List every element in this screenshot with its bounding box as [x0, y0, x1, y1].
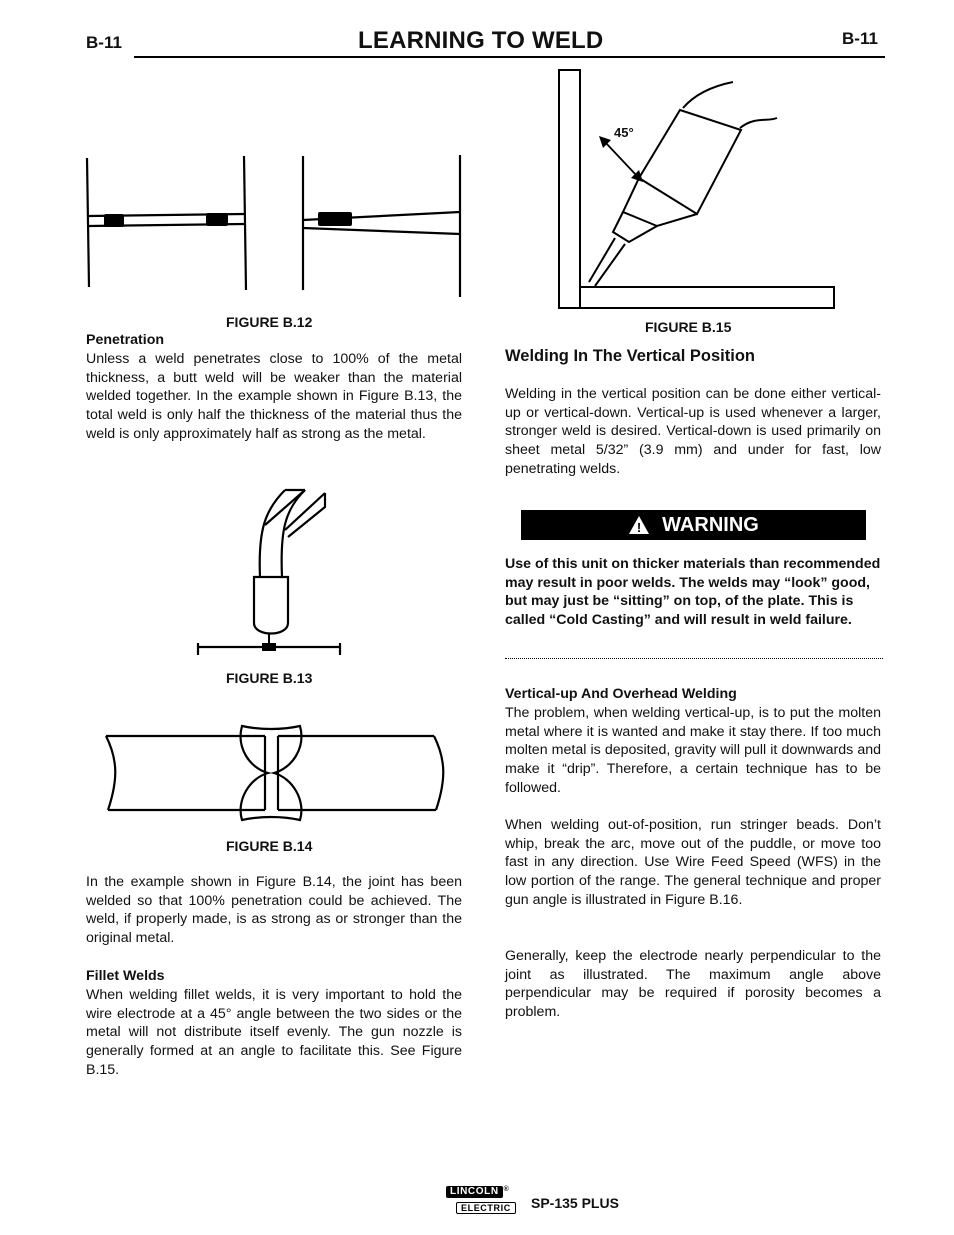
figure-b15-caption: FIGURE B.15: [645, 319, 732, 335]
stringer-beads-text: When welding out-of-position, run stringer beads. Don’t whip, break the arc, move out of the puddle, or move too fast in any direction. Use Wire Feed Speed (WFS) in the low portion of the range. The general technique and proper gun angle is illustrated in Figure B.16.: [505, 817, 881, 908]
warning-divider: [505, 658, 883, 659]
logo-electric-text: ELECTRIC: [456, 1202, 516, 1214]
figure-b15-angle-label: 45°: [614, 125, 634, 140]
footer-model: SP-135 PLUS: [531, 1195, 619, 1211]
page-code-right: B-11: [842, 29, 878, 48]
warning-text: Use of this unit on thicker materials than recommended may result in poor welds. The welds may “look” good, but may just be “sitting” on top, of the plate. This is called “Cold Casting” and will result in weld failure.: [505, 556, 881, 629]
fillet-welds-text: When welding fillet welds, it is very important to hold the wire electrode at a 45° angle between the two sides or the metal will not distribute itself evenly. The gun nozzle is generally formed at an angle to facilitate this. See Figure B.15.: [86, 987, 462, 1078]
figure-b15: [555, 66, 845, 316]
figure-b12: [80, 150, 470, 305]
warning-label: WARNING: [662, 513, 759, 536]
figure-b14-caption: FIGURE B.14: [226, 838, 313, 854]
figure-b12-caption: FIGURE B.12: [226, 314, 313, 330]
page-code-left: B-11: [86, 33, 122, 52]
lincoln-electric-logo: [446, 1186, 526, 1216]
warning-banner: [521, 510, 866, 540]
figure-b14: [100, 720, 450, 820]
perpendicular-text: Generally, keep the electrode nearly perpendicular to the joint as illustrated. The maximum angle above perpendicular may be required if porosity becomes a problem.: [505, 948, 881, 1021]
page-title: LEARNING TO WELD: [358, 27, 604, 54]
overhead-text: The problem, when welding vertical-up, is to put the molten metal where it is wanted and make it stay there. If too much molten metal is deposited, gravity will pull it downwards and make it “drip”. Therefore, a certain technique has to be followed.: [505, 705, 881, 796]
penetration-text: Unless a weld penetrates close to 100% of the metal thickness, a butt weld will be weaker than the material welded together. In the example shown in Figure B.13, the total weld is only half the thickness of the material thus the weld is only approximately half as strong as the metal.: [86, 351, 462, 442]
vertical-position-heading: Welding In The Vertical Position: [505, 347, 755, 365]
fillet-welds-heading: Fillet Welds: [86, 968, 165, 984]
warning-symbol: !: [636, 520, 642, 535]
vertical-position-text: Welding in the vertical position can be done either vertical-up or vertical-down. Vertical-up is used whenever a larger, stronger weld is desired. Vertical-down is used primarily on sheet metal 5/32” (3.9 mm) and under for fast, low penetrating welds.: [505, 386, 881, 477]
warning-triangle-icon: [628, 515, 650, 535]
logo-lincoln-text: LINCOLN: [446, 1186, 503, 1198]
overhead-heading: Vertical-up And Overhead Welding: [505, 686, 737, 702]
figure-b13-caption: FIGURE B.13: [226, 670, 313, 686]
penetration-heading: Penetration: [86, 332, 165, 348]
header-rule: [134, 56, 885, 58]
figure-b14-text: In the example shown in Figure B.14, the joint has been welded so that 100% penetration could be achieved. The weld, if properly made, is as strong as or stronger than the original metal.: [86, 874, 462, 947]
figure-b13: [190, 485, 350, 660]
logo-registered-mark: ®: [503, 1186, 509, 1193]
